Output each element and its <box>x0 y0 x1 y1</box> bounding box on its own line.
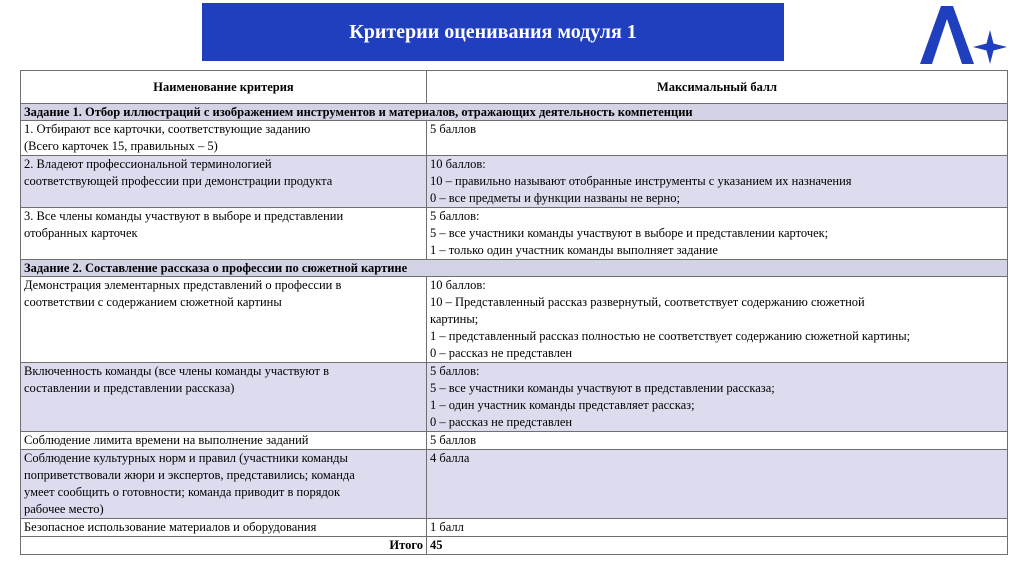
slide-title <box>202 3 784 61</box>
criterion-cell <box>21 121 427 156</box>
score-cell <box>427 156 1008 208</box>
cell-line: 5 – все участники команды участвуют в выборе и представлении карточек; <box>430 226 829 240</box>
cell-line: 5 баллов <box>430 122 477 136</box>
cell-line: Соблюдение лимита времени на выполнение заданий <box>24 433 309 447</box>
criteria-table <box>20 70 1008 555</box>
cell-line: 3. Все члены команды участвуют в выборе и представлении <box>24 209 344 223</box>
score-cell <box>427 121 1008 156</box>
criterion-cell <box>21 519 427 537</box>
cell-line: (Всего карточек 15, правильных – 5) <box>24 139 218 153</box>
header-criterion: Наименование критерия <box>21 71 427 104</box>
cell-line: соответствии с содержанием сюжетной картины <box>24 295 282 309</box>
table-row <box>21 450 1008 519</box>
score-cell <box>427 432 1008 450</box>
table-row <box>21 363 1008 432</box>
section-title: Задание 2. Составление рассказа о профессии по сюжетной картине <box>21 260 1008 277</box>
cell-line: отобранных карточек <box>24 226 138 240</box>
cell-line: умеет сообщить о готовности; команда приводит в порядок <box>24 485 341 499</box>
cell-line: 0 – рассказ не представлен <box>430 415 573 429</box>
score-cell <box>427 363 1008 432</box>
criterion-cell <box>21 277 427 363</box>
cell-line: 5 баллов: <box>430 364 480 378</box>
cell-line: Соблюдение культурных норм и правил (участники команды <box>24 451 348 465</box>
table-row <box>21 519 1008 537</box>
cell-line: 1 – один участник команды представляет рассказ; <box>430 398 695 412</box>
total-row <box>21 537 1008 555</box>
cell-line: 4 балла <box>430 451 470 465</box>
cell-line: 10 – Представленный рассказ развернутый, соответствует содержанию сюжетной <box>430 295 865 309</box>
cell-line: составлении и представлении рассказа) <box>24 381 235 395</box>
score-cell <box>427 519 1008 537</box>
a-plus-logo-icon <box>916 2 1012 68</box>
table-row <box>21 121 1008 156</box>
header-max-score: Максимальный балл <box>427 71 1008 104</box>
cell-line: 1. Отбирают все карточки, соответствующие заданию <box>24 122 311 136</box>
cell-line: 10 баллов: <box>430 278 486 292</box>
criterion-cell <box>21 208 427 260</box>
cell-line: 2. Владеют профессиональной терминологией <box>24 157 272 171</box>
table-row <box>21 277 1008 363</box>
slide-title-text: Критерии оценивания модуля 1 <box>349 20 637 43</box>
cell-line: Демонстрация элементарных представлений о профессии в <box>24 278 342 292</box>
total-label: Итого <box>21 537 427 555</box>
cell-line: соответствующей профессии при демонстрации продукта <box>24 174 333 188</box>
cell-line: 0 – рассказ не представлен <box>430 346 573 360</box>
score-cell <box>427 208 1008 260</box>
cell-line: 1 балл <box>430 520 464 534</box>
total-value: 45 <box>427 537 1008 555</box>
cell-line: 0 – все предметы и функции названы не верно; <box>430 191 680 205</box>
criterion-cell <box>21 432 427 450</box>
cell-line: 5 баллов <box>430 433 477 447</box>
cell-line: поприветствовали жюри и экспертов, представились; команда <box>24 468 355 482</box>
table-row <box>21 432 1008 450</box>
cell-line: 10 баллов: <box>430 157 486 171</box>
criterion-cell <box>21 156 427 208</box>
cell-line: 10 – правильно называют отобранные инструменты с указанием их назначения <box>430 174 852 188</box>
cell-line: 5 баллов: <box>430 209 480 223</box>
score-cell <box>427 450 1008 519</box>
cell-line: 5 – все участники команды участвуют в представлении рассказа; <box>430 381 775 395</box>
table-row <box>21 156 1008 208</box>
cell-line: 1 – только один участник команды выполняет задание <box>430 243 718 257</box>
cell-line: Безопасное использование материалов и оборудования <box>24 520 317 534</box>
section-title: Задание 1. Отбор иллюстраций с изображением инструментов и материалов, отражающих деятельность компетенции <box>21 104 1008 121</box>
cell-line: Включенность команды (все члены команды участвуют в <box>24 364 330 378</box>
criterion-cell <box>21 363 427 432</box>
score-cell <box>427 277 1008 363</box>
table-row <box>21 208 1008 260</box>
cell-line: картины; <box>430 312 479 326</box>
criterion-cell <box>21 450 427 519</box>
cell-line: рабочее место) <box>24 502 104 516</box>
cell-line: 1 – представленный рассказ полностью не соответствует содержанию сюжетной картины; <box>430 329 911 343</box>
